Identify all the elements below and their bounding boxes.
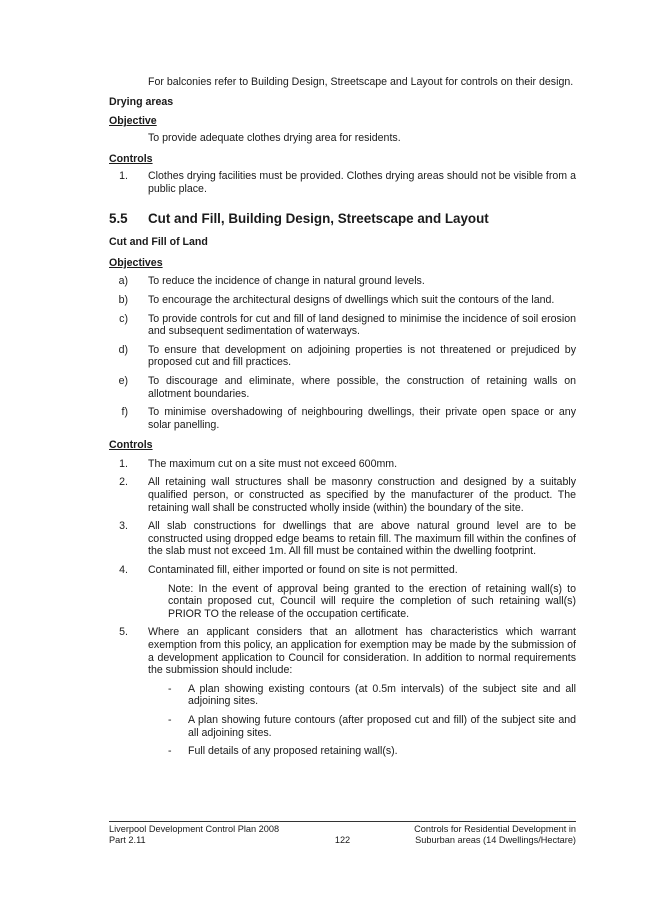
page-number: 122: [334, 835, 351, 845]
list-item-text: The maximum cut on a site must not exceed 600mm.: [148, 457, 398, 470]
list-marker: 3.: [119, 520, 128, 533]
list-item-text: A plan showing existing contours (at 0.5m intervals) of the subject site and all adjoining sites.: [188, 682, 576, 708]
controls-list: [109, 458, 576, 758]
intro-paragraph: For balconies refer to Building Design, Streetscape and Layout for controls on their design.: [148, 76, 574, 88]
list-item: [109, 564, 576, 577]
list-item: [109, 170, 576, 195]
footer-divider: [109, 821, 576, 822]
list-item: [109, 275, 576, 288]
list-item: [109, 344, 576, 369]
drying-controls-label: Controls: [109, 153, 153, 166]
list-item: [109, 520, 576, 558]
list-item-text: To ensure that development on adjoining properties is not threatened or prejudiced by proposed cut and fill practices.: [148, 343, 576, 369]
list-marker: 1.: [119, 169, 128, 182]
objectives-list: [109, 275, 576, 431]
drying-areas-heading: Drying areas: [109, 95, 174, 108]
list-item-text: To discourage and eliminate, where possible, the construction of retaining walls on allotment boundaries.: [148, 374, 576, 400]
list-item: [109, 626, 576, 676]
footer-doc-title: Liverpool Development Control Plan 2008: [109, 824, 280, 834]
list-item: [109, 683, 576, 708]
list-marker: d): [118, 343, 128, 356]
list-item-text: Clothes drying facilities must be provided. Clothes drying areas should not be visible from a public place.: [148, 169, 576, 195]
list-item-text: To provide controls for cut and fill of land designed to minimise the incidence of soil erosion and subsequent sedimentation of waterways.: [148, 312, 576, 338]
footer-part: Part 2.11: [109, 835, 146, 845]
dash-marker: -: [168, 713, 172, 726]
list-marker: 5.: [119, 626, 128, 639]
list-item: [109, 745, 576, 758]
list-item: [109, 458, 576, 471]
list-item: [109, 375, 576, 400]
list-item-text: To reduce the incidence of change in natural ground levels.: [148, 275, 425, 288]
list-item-text: A plan showing future contours (after proposed cut and fill) of the subject site and all adjoining sites.: [188, 713, 576, 739]
list-marker: 2.: [119, 476, 128, 489]
list-item-text: All slab constructions for dwellings that are above natural ground level are to be constructed using dropped edge beams to retain fill. The maximum fill within the confines of the slab must not exceed 1m. All fill must be contained within the dwelling footprint.: [148, 520, 576, 558]
footer-chapter-line2: Suburban areas (14 Dwellings/Hectare): [415, 835, 576, 845]
list-item: [109, 476, 576, 514]
list-item-text: Full details of any proposed retaining wall(s).: [188, 745, 398, 758]
section-number: 5.5: [109, 211, 128, 227]
retaining-wall-note: Note: In the event of approval being granted to the erection of retaining wall(s) to contain proposed cut, Council will require the completion of such retaining wall(s) PRIOR TO the release of the occupation certificate.: [168, 582, 576, 620]
drying-controls-list: [109, 170, 576, 195]
list-item: [109, 294, 576, 307]
section-title: Cut and Fill, Building Design, Streetscape and Layout: [148, 211, 489, 227]
list-item-text: Where an applicant considers that an allotment has characteristics which warrant exemption from this policy, an application for exemption may be made by the submission of a development application to Council for consideration. In addition to normal requirements the submission should include:: [148, 626, 576, 677]
list-marker: e): [118, 374, 128, 387]
list-item-text: To encourage the architectural designs of dwellings which suit the contours of the land.: [148, 293, 555, 306]
list-marker: 1.: [119, 457, 128, 470]
list-item-text: To minimise overshadowing of neighbouring dwellings, their private open space or any solar panelling.: [148, 406, 576, 431]
list-item: [109, 313, 576, 338]
list-marker: a): [118, 275, 128, 288]
cut-fill-heading: Cut and Fill of Land: [109, 236, 208, 249]
list-marker: c): [119, 312, 128, 325]
drying-objective-label: Objective: [109, 115, 157, 128]
list-item: [109, 714, 576, 739]
objectives-label: Objectives: [109, 256, 163, 269]
section-heading: [109, 211, 576, 227]
page-content: [109, 76, 576, 758]
list-marker: b): [118, 293, 128, 306]
drying-objective-text: To provide adequate clothes drying area for residents.: [148, 131, 401, 144]
list-item-text: Contaminated fill, either imported or found on site is not permitted.: [148, 564, 458, 577]
list-item-text: All retaining wall structures shall be masonry construction and designed by a suitably qualified person, or constructed as specified by the manufacturer of the product. The retaining wall shall be constructed wholly inside (within) the boundary of the site.: [148, 476, 576, 514]
list-marker: 4.: [119, 564, 128, 577]
dash-marker: -: [168, 745, 172, 758]
controls-label: Controls: [109, 439, 153, 452]
exemption-requirements-list: [109, 683, 576, 758]
dash-marker: -: [168, 682, 172, 695]
footer-chapter-line1: Controls for Residential Development in: [414, 824, 576, 834]
footer-right: [336, 824, 576, 846]
list-marker: f): [121, 406, 128, 419]
list-item: [109, 406, 576, 431]
